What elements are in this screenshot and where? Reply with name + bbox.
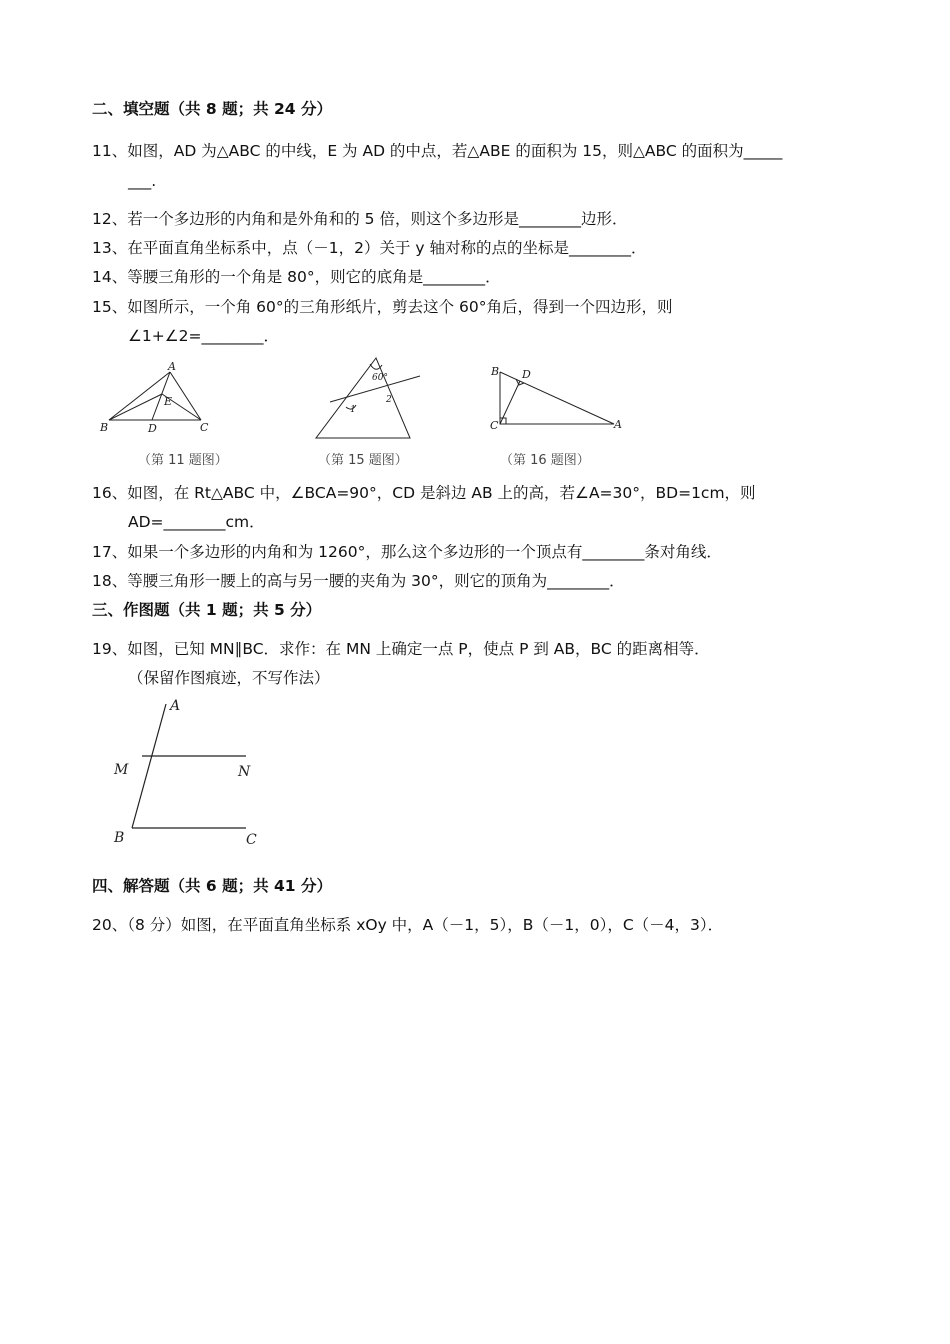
- fig19-label-c: C: [246, 832, 257, 848]
- figure-19: [108, 694, 268, 850]
- question-20: 20、（8 分）如图，在平面直角坐标系 xOy 中，A（－1，5），B（－1，0），C（－4，3）．: [92, 916, 724, 934]
- fig16-label-c: C: [490, 419, 499, 432]
- fig19-label-m: M: [114, 762, 129, 778]
- question-15-line2: ∠1+∠2=________．: [128, 327, 279, 345]
- figure-11-caption: （第 11 题图）: [138, 453, 228, 468]
- question-15-line1: 15、如图所示，一个角 60°的三角形纸片，剪去这个 60°角后，得到一个四边形，则: [92, 298, 673, 316]
- fig15-label-angle: 60°: [372, 373, 388, 383]
- question-13: 13、在平面直角坐标系中，点（－1，2）关于 y 轴对称的点的坐标是________．: [92, 239, 647, 257]
- fig16-label-b: B: [491, 365, 500, 378]
- question-14: 14、等腰三角形的一个角是 80°，则它的底角是________．: [92, 268, 501, 286]
- question-16-line1: 16、如图，在 Rt△ABC 中，∠BCA=90°，CD 是斜边 AB 上的高，若∠A=30°，BD=1cm，则: [92, 484, 756, 502]
- fig11-label-a: A: [168, 360, 176, 373]
- question-16-line2: AD=________cm．: [128, 513, 265, 531]
- fig11-label-d: D: [148, 422, 157, 435]
- question-19-line1: 19、如图，已知 MN∥BC．求作：在 MN 上确定一点 P，使点 P 到 AB，BC 的距离相等．: [92, 640, 710, 658]
- figure-15-caption: （第 15 题图）: [318, 453, 408, 468]
- question-17: 17、如果一个多边形的内角和为 1260°，那么这个多边形的一个顶点有________条对角线．: [92, 543, 722, 561]
- fig11-label-e: E: [164, 395, 173, 408]
- section-3-title: 三、作图题（共 1 题；共 5 分）: [92, 601, 322, 619]
- fig11-label-b: B: [100, 421, 109, 434]
- section-2-title: 二、填空题（共 8 题；共 24 分）: [92, 100, 332, 118]
- fig15-label-2: 2: [386, 395, 392, 405]
- question-11-line2: ___.: [128, 172, 157, 190]
- fig15-label-1: 1: [350, 405, 356, 415]
- question-11-line1: 11、如图，AD 为△ABC 的中线，E 为 AD 的中点，若△ABE 的面积为 15，则△ABC 的面积为_____: [92, 142, 783, 160]
- figure-11: [96, 360, 216, 440]
- figure-16: [486, 360, 626, 436]
- fig19-label-a: A: [170, 698, 181, 714]
- question-18: 18、等腰三角形一腰上的高与另一腰的夹角为 30°，则它的顶角为________．: [92, 572, 625, 590]
- fig16-label-d: D: [522, 368, 531, 381]
- fig19-label-b: B: [114, 830, 125, 846]
- fig16-label-a: A: [614, 418, 622, 431]
- fig11-label-c: C: [200, 421, 209, 434]
- fig19-label-n: N: [238, 764, 251, 780]
- figure-16-caption: （第 16 题图）: [500, 453, 590, 468]
- question-19-line2: （保留作图痕迹，不写作法）: [128, 669, 330, 687]
- question-12: 12、若一个多边形的内角和是外角和的 5 倍，则这个多边形是________边形．: [92, 210, 628, 228]
- figure-15: [310, 352, 430, 444]
- section-4-title: 四、解答题（共 6 题；共 41 分）: [92, 877, 332, 895]
